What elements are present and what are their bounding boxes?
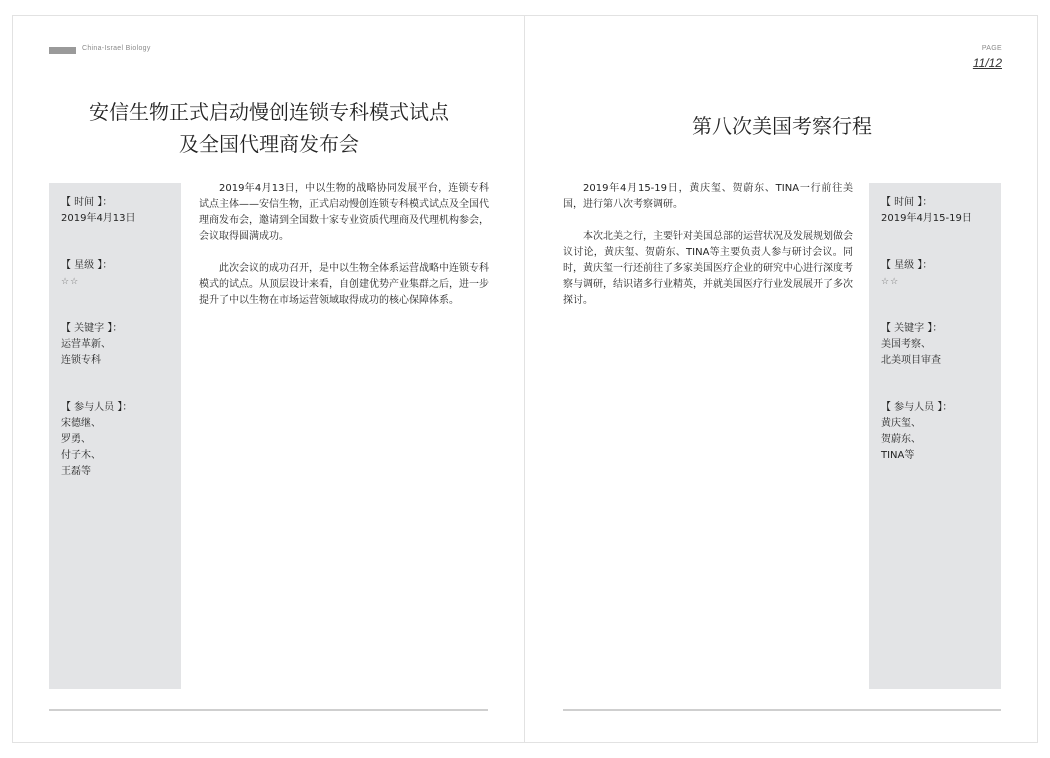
left-meta-participants [61, 400, 169, 480]
body-paragraph: 本次北美之行，主要针对美国总部的运营状况及发展规划做会议讨论，黄庆玺、贺蔚东、TINA等主要负责人参与研讨会议。同时，黄庆玺一行还前往了多家美国医疗企业的研究中心进行深度考察与调研，结识诸多行业精英，并就美国医疗行业发展展开了多次探讨。 [563, 231, 853, 306]
left-body-text [199, 181, 489, 325]
page-label: PAGE [981, 45, 1002, 52]
keyword-item: 美国考察、 [881, 339, 931, 350]
right-meta-keywords [881, 321, 989, 369]
keywords-label: 【 关键字 】： [61, 323, 123, 334]
participant-item: 宋德继、 [61, 418, 101, 429]
right-body-text [563, 181, 853, 325]
time-value: 2019年4月13日 [61, 213, 136, 224]
star-rating: ☆☆ [881, 277, 900, 287]
left-page-title [49, 96, 489, 160]
left-title-line1: 安信生物正式启动慢创连锁专科模式试点 [89, 100, 449, 124]
right-meta-sidebar [869, 183, 1001, 689]
level-label: 【 星级 】： [881, 260, 933, 271]
participants-label: 【 参与人员 】： [61, 402, 133, 413]
header-brand: China-Israel Biology [82, 45, 151, 52]
participant-item: 黄庆玺、 [881, 418, 921, 429]
participants-label: 【 参与人员 】： [881, 402, 953, 413]
level-label: 【 星级 】： [61, 260, 113, 271]
body-paragraph: 此次会议的成功召开，是中以生物全体系运营战略中连锁专科模式的试点。从顶层设计来看，自创建优势产业集群之后，进一步提升了中以生物在市场运营领域取得成功的核心保障体系。 [199, 263, 489, 306]
keyword-item: 运营革新、 [61, 339, 111, 350]
time-label: 【 时间 】： [881, 197, 933, 208]
body-paragraph: 2019年4月13日，中以生物的战略协同发展平台，连锁专科试点主体——安信生物，正式启动慢创连锁专科模式试点及全国代理商发布会，邀请到全国数十家专业资质代理商及代理机构参会，会议取得圆满成功。 [199, 183, 489, 242]
star-rating: ☆☆ [61, 277, 80, 287]
participant-item: 罗勇、 [61, 434, 91, 445]
left-footer-rule [49, 709, 488, 711]
left-meta-level [61, 258, 169, 290]
keyword-item: 连锁专科 [61, 355, 101, 366]
header-bar-mark [49, 47, 76, 54]
keywords-label: 【 关键字 】： [881, 323, 943, 334]
keyword-item: 北美项目审查 [881, 355, 941, 366]
participant-item: 贺蔚东、 [881, 434, 921, 445]
right-page-title: 第八次美国考察行程 [692, 114, 872, 138]
left-meta-sidebar [49, 183, 181, 689]
right-meta-level [881, 258, 989, 290]
left-title-line2: 及全国代理商发布会 [179, 132, 359, 156]
body-paragraph: 2019年4月15-19日，黄庆玺、贺蔚东、TINA一行前往美国，进行第八次考察调研。 [563, 183, 853, 210]
right-meta-time [881, 195, 989, 227]
left-meta-keywords [61, 321, 169, 369]
participant-item: TINA等 [881, 450, 915, 461]
participant-item: 王磊等 [61, 466, 91, 477]
page-spine [524, 15, 525, 743]
time-value: 2019年4月15-19日 [881, 213, 972, 224]
participant-item: 付子木、 [61, 450, 101, 461]
page-number: 11/12 [972, 56, 1002, 70]
right-footer-rule [563, 709, 1001, 711]
left-meta-time [61, 195, 169, 227]
right-meta-participants [881, 400, 989, 464]
time-label: 【 时间 】： [61, 197, 113, 208]
